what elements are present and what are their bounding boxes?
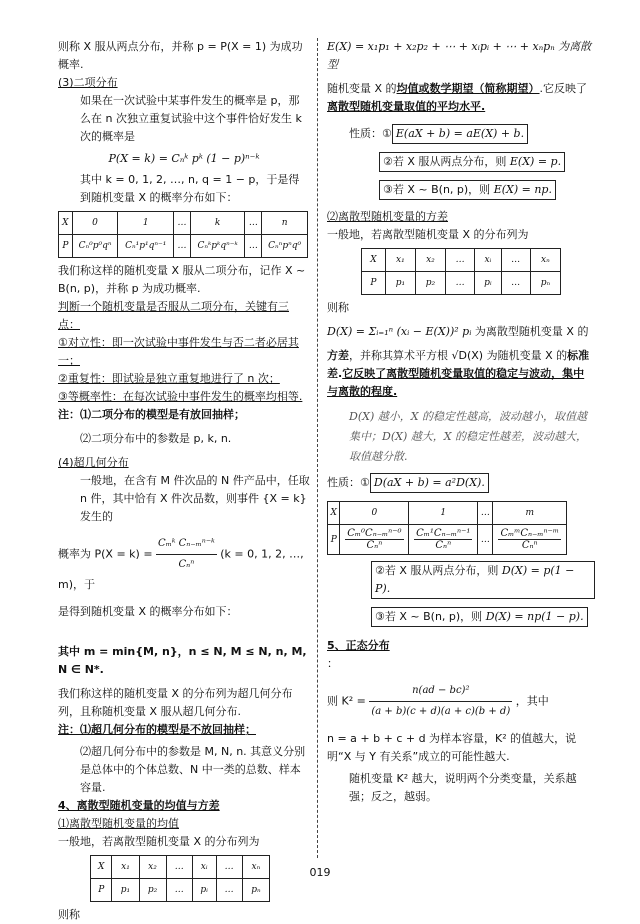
table-cell: x₁ [385, 249, 415, 272]
fraction-denominator: Cₙⁿ [435, 540, 452, 551]
table-cell: x₂ [139, 856, 166, 879]
fraction-numerator: n(ad − bc)² [369, 681, 512, 702]
table-cell: … [216, 879, 242, 902]
table-cell [409, 525, 478, 555]
formula-suffix: ，其中 [515, 694, 549, 708]
table-cell: pᵢ [475, 272, 501, 295]
criterion-equal-probability: ③等概率性：在每次试验中事件发生的概率均相等. [58, 390, 303, 403]
property-label: 性质：① [349, 127, 392, 140]
binomial-criteria-intro: 判断一个随机变量是否服从二项分布，关键有三点： [58, 300, 289, 331]
expectation-property-2 [327, 152, 595, 172]
table-cell: … [216, 856, 242, 879]
expectation-property-1 [327, 124, 595, 144]
two-point-definition: 则称 X 服从两点分布，并称 p = P(X = 1) 为成功概率. [58, 40, 303, 71]
table-row [91, 879, 270, 902]
table-cell: X [59, 212, 73, 235]
table-cell: p₂ [415, 272, 445, 295]
variance-definition [327, 347, 595, 401]
binomial-note-2: ⑵二项分布中的参数是 p, k, n. [80, 432, 232, 445]
table-cell: pᵢ [192, 879, 216, 902]
right-column [327, 38, 595, 835]
table-row [59, 212, 308, 235]
table-cell: … [501, 249, 530, 272]
mean-then: 则称 [58, 908, 80, 921]
table-cell: pₙ [242, 879, 269, 902]
variance-meaning: 它反映了离散型随机变量取值的稳定与波动，集中与离散的程度. [327, 367, 585, 398]
table-row [362, 272, 561, 295]
k2-fraction [369, 681, 512, 722]
colon-line: ： [327, 657, 338, 670]
page-number: 019 [309, 866, 331, 879]
hypergeometric-conditions: 其中 m = min{M, n}，n ≤ N, M ≤ N, n, M, N ∈ N*. [58, 645, 307, 676]
text-span: ②若 X 服从两点分布，则 [383, 155, 507, 168]
binomial-definition: 我们称这样的随机变量 X 服从二项分布，记作 X ~ B(n, p)，并称 p 为成功概率. [58, 264, 306, 295]
table-row [362, 249, 561, 272]
table-cell: P [362, 272, 386, 295]
text-span: ②若 X 服从两点分布，则 [375, 564, 499, 577]
table-cell: P [59, 235, 73, 258]
cell-fraction [498, 528, 561, 551]
hypergeometric-table [327, 501, 567, 555]
table-row [328, 525, 567, 555]
expectation-definition [327, 80, 595, 98]
boxed-formula: E(aX + b) = aE(X) + b. [392, 124, 528, 144]
hypergeometric-note-2: ⑵超几何分布中的参数是 M, N, n. 其意义分别是总体中的个体总数、N 中一类的总数、样本容量. [80, 745, 306, 794]
table-cell: 0 [72, 212, 118, 235]
table-cell: p₂ [139, 879, 166, 902]
variance-then: 则称 [327, 301, 349, 314]
table-cell: Cₙᵏpᵏqⁿ⁻ᵏ [190, 235, 245, 258]
binomial-intro: 如果在一次试验中某事件发生的概率是 p，那么在 n 次独立重复试验中这个事件恰好发生 k 次的概率是 [80, 94, 302, 143]
table-cell: … [166, 879, 192, 902]
table-cell [493, 525, 567, 555]
text-span: ③若 X ~ B(n, p)，则 [375, 610, 483, 623]
table-cell: Cₙⁿpⁿq⁰ [262, 235, 308, 258]
k2-explanation: n = a + b + c + d 为样本容量，K² 的值越大，说明“X 与 Y 有关系”成立的可能性越大. [327, 732, 577, 763]
table-cell: m [493, 502, 567, 525]
expectation-formula: E(X) = x₁p₁ + x₂p₂ + ⋯ + xᵢpᵢ + ⋯ + xₙpₙ 为离散型 [327, 40, 592, 71]
formula-prefix: 概率为 P(X = k) = [58, 547, 153, 561]
hypergeometric-note-1: 注：⑴超几何分布的模型是不放回抽样； [58, 723, 256, 736]
property-label: 性质：① [327, 476, 370, 489]
table-cell: … [166, 856, 192, 879]
expectation-term: 均值或数学期望（简称期望） [396, 82, 540, 95]
table-cell: 1 [118, 212, 174, 235]
table-cell: … [478, 525, 493, 555]
variance-intro: 一般地，若离散型随机变量 X 的分布列为 [327, 228, 529, 241]
table-cell: … [245, 235, 262, 258]
binomial-note-1: 注：⑴二项分布的模型是有放回抽样； [58, 408, 245, 421]
expectation-meaning: 离散型随机变量取值的平均水平. [327, 100, 486, 113]
criterion-opposition: ①对立性：即一次试验中事件发生与否二者必居其一； [58, 336, 299, 367]
formula-suffix: (k = 0, 1, 2, …, m)，于 [58, 547, 304, 591]
table-cell: pₙ [530, 272, 560, 295]
table-cell: … [478, 502, 493, 525]
binomial-formula: P(X = k) = Cₙᵏ pᵏ (1 − p)ⁿ⁻ᵏ [108, 152, 260, 165]
hypergeometric-dist-intro: 是得到随机变量 X 的概率分布如下： [58, 605, 238, 618]
binomial-table [58, 211, 308, 258]
boxed-formula [379, 152, 565, 172]
table-cell: x₂ [415, 249, 445, 272]
heading-variance: ⑵离散型随机变量的方差 [327, 210, 448, 223]
variance-term: 方差 [327, 349, 349, 362]
heading-binomial: (3)二项分布 [58, 76, 118, 89]
text-span: E(X) = np. [493, 183, 552, 196]
text-span: ③若 X ~ B(n, p)，则 [383, 183, 491, 196]
criterion-repetition: ②重复性：即试验是独立重复地进行了 n 次； [58, 372, 280, 385]
std-term: 标准差. [327, 349, 590, 380]
variance-property-2 [327, 561, 595, 599]
k2-formula [327, 681, 595, 722]
text-span: 随机变量 X 的 [327, 82, 397, 95]
table-cell: k [190, 212, 245, 235]
hypergeometric-fraction [156, 534, 217, 575]
fraction-numerator: Cₘ⁰Cₙ₋ₘⁿ⁻⁰ [347, 528, 402, 539]
cell-fraction [345, 528, 403, 551]
table-cell: Cₙ¹p¹qⁿ⁻¹ [118, 235, 174, 258]
hypergeometric-definition: 我们称这样的随机变量 X 的分布列为超几何分布列，且称随机变量 X 服从超几何分布. [58, 687, 293, 718]
table-cell: xᵢ [475, 249, 501, 272]
heading-normal-distribution: 5、正态分布 [327, 639, 390, 652]
fraction-numerator: Cₘᵏ Cₙ₋ₘⁿ⁻ᵏ [156, 534, 217, 555]
table-cell: X [328, 502, 340, 525]
table-cell: X [362, 249, 386, 272]
variance-formula: D(X) = Σᵢ₌₁ⁿ (xᵢ − E(X))² pᵢ [327, 325, 472, 338]
text-span: D(X) = p(1 − P). [375, 564, 575, 595]
table-cell: … [174, 212, 191, 235]
mean-intro: 一般地，若离散型随机变量 X 的分布列为 [58, 835, 260, 848]
text-span: 为离散型随机变量 X 的 [474, 325, 589, 338]
fraction-denominator: Cₙⁿ [178, 559, 195, 570]
text-span: ，并称其算术平方根 √D(X) 为随机变量 X 的 [349, 349, 568, 362]
boxed-formula [371, 607, 588, 627]
table-row [328, 502, 567, 525]
table-cell: 1 [409, 502, 478, 525]
table-cell: … [174, 235, 191, 258]
fraction-denominator: Cₙⁿ [366, 540, 383, 551]
hypergeometric-intro: 一般地，在含有 M 件次品的 N 件产品中，任取 n 件，其中恰有 X 件次品数，则事件 {X = k} 发生的 [80, 474, 310, 523]
boxed-formula [379, 180, 556, 200]
k2-conclusion: 随机变量 K² 越大，说明两个分类变量，关系越强；反之，越弱。 [349, 772, 577, 803]
boxed-formula: D(aX + b) = a²D(X). [370, 473, 489, 493]
table-cell: 0 [340, 502, 409, 525]
variance-property-3 [327, 607, 595, 627]
variance-property-1 [327, 473, 595, 493]
cell-fraction [414, 528, 472, 551]
table-cell: x₁ [112, 856, 139, 879]
table-cell: P [328, 525, 340, 555]
table-cell: Cₙ⁰p⁰qⁿ [72, 235, 118, 258]
hypergeometric-formula [58, 534, 310, 595]
heading-mean-variance: 4、离散型随机变量的均值与方差 [58, 799, 220, 812]
table-cell: p₁ [112, 879, 139, 902]
expectation-property-3 [327, 180, 595, 200]
table-cell: … [445, 272, 474, 295]
text-span: D(X) = np(1 − p). [485, 610, 584, 623]
text-span: E(X) = p. [509, 155, 562, 168]
table-row [59, 235, 308, 258]
binomial-params: 其中 k = 0, 1, 2, …, n, q = 1 − p，于是得到随机变量 X 的概率分布如下： [80, 173, 300, 204]
left-column [58, 38, 310, 921]
heading-hypergeometric: (4)超几何分布 [58, 456, 129, 469]
variance-interpretation: D(X) 越小，X 的稳定性越高，波动越小，取值越集中；D(X) 越大，X 的稳定性越差，波动越大，取值越分散. [349, 410, 588, 463]
fraction-numerator: Cₘ¹Cₙ₋ₘⁿ⁻¹ [416, 528, 471, 539]
fraction-numerator: CₘᵐCₙ₋ₘⁿ⁻ᵐ [500, 528, 559, 539]
table-cell: n [262, 212, 308, 235]
column-divider [317, 38, 318, 858]
table-cell: … [445, 249, 474, 272]
heading-mean: ⑴离散型随机变量的均值 [58, 817, 179, 830]
formula-prefix: 则 K² = [327, 694, 366, 708]
table-cell: … [501, 272, 530, 295]
table-cell [340, 525, 409, 555]
variance-dist-table [361, 248, 561, 295]
table-cell: xᵢ [192, 856, 216, 879]
fraction-denominator: Cₙⁿ [521, 540, 538, 551]
fraction-denominator: (a + b)(c + d)(a + c)(b + d) [371, 706, 511, 717]
variance-formula-line [327, 323, 595, 341]
table-cell: p₁ [385, 272, 415, 295]
table-cell: … [245, 212, 262, 235]
table-cell: xₙ [242, 856, 269, 879]
boxed-formula [371, 561, 595, 599]
text-span: .它反映了 [539, 82, 588, 95]
table-cell: P [91, 879, 112, 902]
table-cell: X [91, 856, 112, 879]
table-cell: xₙ [530, 249, 560, 272]
